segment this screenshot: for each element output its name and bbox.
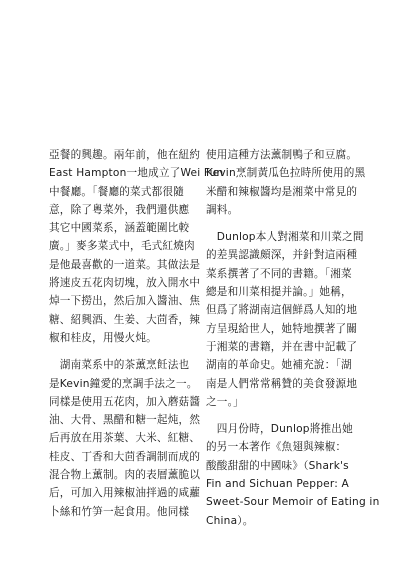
right-paragraph-2 xyxy=(206,228,376,411)
text-line: 同樣是使用五花肉，加入蘑菇醬 xyxy=(49,395,201,408)
paragraph-gap xyxy=(49,347,219,356)
text-line: 四月份時，Dunlop將推出她 xyxy=(206,423,353,436)
text-line: 菜系撰著了不同的書籍。「湘菜 xyxy=(206,267,352,280)
text-line: 酸酸甜甜的中國味》（Shark's xyxy=(206,459,349,472)
text-line: East Hampton一地成立了Wei Fun xyxy=(49,167,224,180)
paragraph-gap xyxy=(206,219,376,228)
right-paragraph-1 xyxy=(206,146,376,219)
text-line: 的差異認識頗深，并針對這兩種 xyxy=(206,249,358,262)
text-line: 方呈現給世人，她特地撰著了關 xyxy=(206,322,358,335)
right-paragraph-3 xyxy=(206,420,380,530)
text-line: 使用這種方法薰制鴨子和豆腐。 xyxy=(206,149,358,161)
text-line: 是Kevin鐘愛的烹調手法之一。 xyxy=(49,377,198,390)
text-line: China）。 xyxy=(206,514,254,527)
text-line: 調料。 xyxy=(206,203,239,216)
text-line: 后，可加入用辣椒油拌過的咸蘿 xyxy=(49,487,201,500)
right-column xyxy=(206,146,380,530)
text-line: Kevin烹制黃瓜色拉時所使用的黑 xyxy=(206,167,366,180)
text-line: 中餐廳。「餐廳的菜式都很隨 xyxy=(49,185,185,198)
text-line: 之一。」 xyxy=(206,395,244,408)
text-line: 意，除了粵菜外，我們還供應 xyxy=(49,203,190,216)
left-paragraph-2 xyxy=(49,356,219,521)
text-line: 油、大骨、黑醋和糖一起炖，然 xyxy=(49,414,201,427)
text-line: 于湘菜的書籍，并在書中記載了 xyxy=(206,340,358,353)
text-line: 將速皮五花肉切塊，放入開水中 xyxy=(49,277,201,290)
text-line: 的另一本著作《魚翅與辣椒： xyxy=(206,441,347,454)
text-line: 亞餐的興趣。兩年前，他在紐約 xyxy=(49,149,201,161)
text-line: Dunlop本人對湘菜和川菜之間 xyxy=(206,231,364,244)
text-line: 總是和川菜相提并論。」她稱， xyxy=(206,286,352,299)
text-line: 米醋和辣椒醬均是湘菜中常見的 xyxy=(206,185,358,198)
text-line: 椒和桂皮，用慢火炖。 xyxy=(49,331,157,344)
text-line: 湖南菜系中的茶薰烹飪法也 xyxy=(49,359,190,372)
text-line: 卜絲和竹笋一起食用。他同樣 xyxy=(49,505,190,518)
text-line: 糖、紹興酒、生姜、大茴香，辣 xyxy=(49,313,201,326)
text-line: 桂皮、丁香和大茴香調制而成的 xyxy=(49,450,201,463)
text-line: 湖南的革命史。她補充說：「湖 xyxy=(206,359,352,372)
text-line: 其它中國菜系，涵蓋範圍比較 xyxy=(49,222,190,235)
text-line: 廣。」麥多菜式中，毛式紅燒肉 xyxy=(49,240,195,253)
text-line: Fin and Sichuan Pepper: A xyxy=(206,478,349,491)
text-line: Sweet-Sour Memoir of Eating in xyxy=(206,496,380,509)
text-line: 混合物上薰制。肉的表層薰脆以 xyxy=(49,469,201,482)
text-line: 是他最喜歡的一道菜。其做法是 xyxy=(49,258,201,271)
text-line: 后再放在用茶葉、大米、紅糖、 xyxy=(49,432,201,445)
text-line: 但爲了將湖南這個鮮爲人知的地 xyxy=(206,304,358,317)
text-line: 南是人們常常稱贊的美食發源地 xyxy=(206,377,358,390)
text-line: 焯一下撈出，然后加入醬油、焦 xyxy=(49,295,201,308)
paragraph-gap xyxy=(206,411,376,420)
